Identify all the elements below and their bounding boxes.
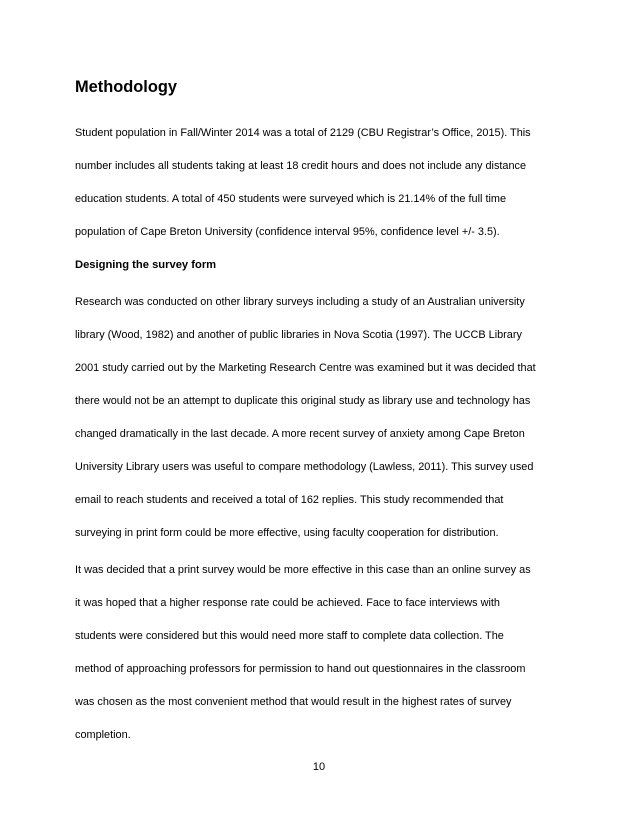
text-line: it was hoped that a higher response rate could be achieved. Face to face interviews with xyxy=(75,597,500,609)
text-line: method of approaching professors for permission to hand out questionnaires in the classroom xyxy=(75,663,526,675)
text-line: 2001 study carried out by the Marketing Research Centre was examined but it was decided that xyxy=(75,362,536,374)
text-line: number includes all students taking at least 18 credit hours and does not include any distance xyxy=(75,160,527,172)
page-content xyxy=(75,76,565,747)
text-line: students were considered but this would need more staff to complete data collection. The xyxy=(75,630,504,642)
text-line: completion. xyxy=(75,729,131,741)
text-line: there would not be an attempt to duplicate this original study as library use and technology has xyxy=(75,395,531,407)
text-line: population of Cape Breton University (confidence interval 95%, confidence level +/- 3.5). xyxy=(75,226,500,238)
page-number: 10 xyxy=(312,761,326,773)
text-line: University Library users was useful to compare methodology (Lawless, 2011). This survey used xyxy=(75,461,534,473)
text-line: surveying in print form could be more effective, using faculty cooperation for distribution. xyxy=(75,527,499,539)
text-line: library (Wood, 1982) and another of public libraries in Nova Scotia (1997). The UCCB Library xyxy=(75,329,522,341)
paragraph-decision xyxy=(75,562,565,747)
text-line: email to reach students and received a total of 162 replies. This study recommended that xyxy=(75,494,504,506)
text-line: changed dramatically in the last decade. A more recent survey of anxiety among Cape Breton xyxy=(75,428,525,440)
text-line: Research was conducted on other library surveys including a study of an Australian university xyxy=(75,296,525,308)
subsection-heading: Designing the survey form xyxy=(75,259,217,271)
text-line: It was decided that a print survey would be more effective in this case than an online survey as xyxy=(75,564,531,576)
text-line: Student population in Fall/Winter 2014 was a total of 2129 (CBU Registrar’s Office, 2015). This xyxy=(75,127,531,139)
paragraph-research xyxy=(75,294,565,562)
text-line: education students. A total of 450 students were surveyed which is 21.14% of the full time xyxy=(75,193,507,205)
text-line: was chosen as the most convenient method that would result in the highest rates of survey xyxy=(75,696,512,708)
section-heading: Methodology xyxy=(75,78,177,96)
paragraph-population xyxy=(75,125,565,257)
